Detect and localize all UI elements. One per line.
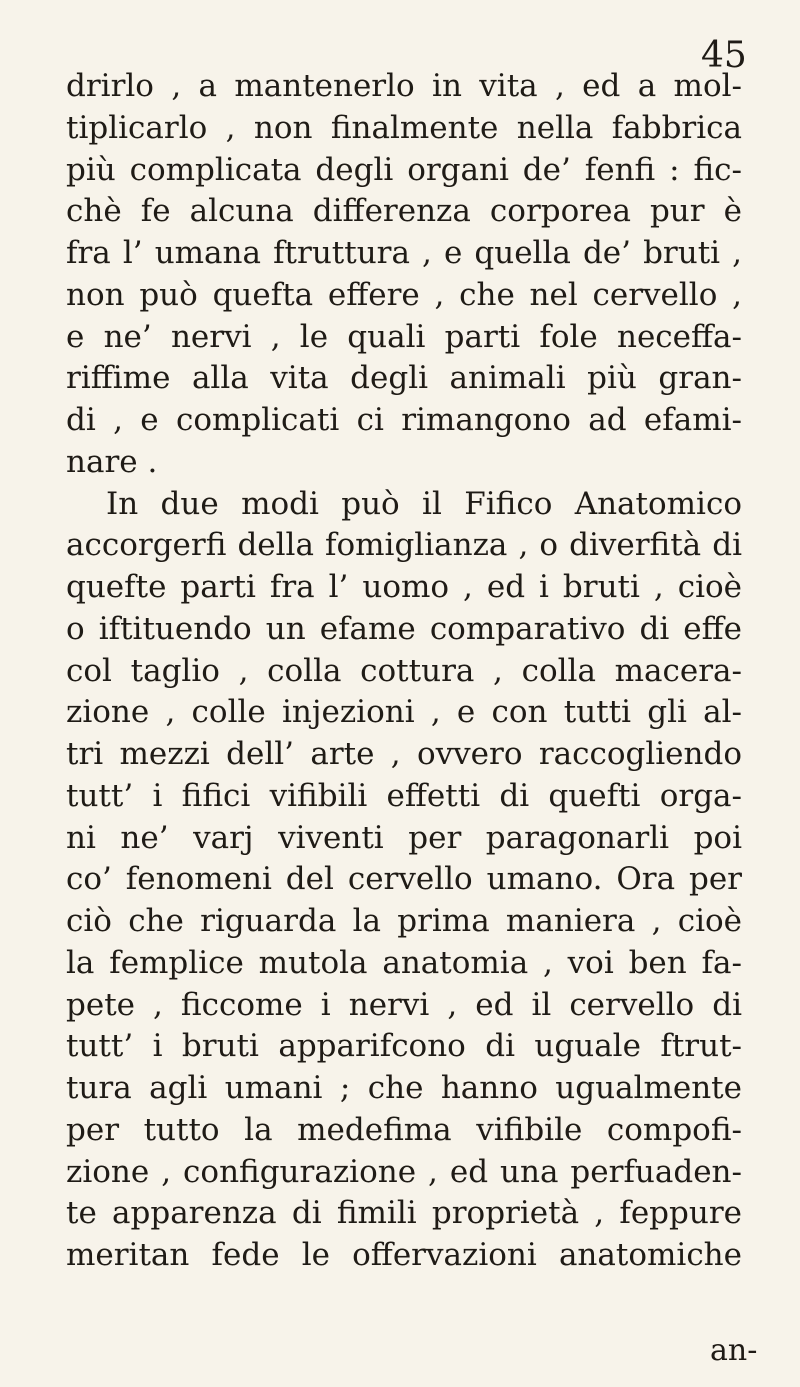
text-line: per tutto la medefima vifibile compofi-	[66, 1111, 742, 1148]
text-line: la femplice mutola anatomia , voi ben fa-	[66, 944, 742, 981]
text-line: col taglio , colla cottura , colla macera-	[66, 652, 742, 689]
text-line: o iftituendo un efame comparativo di effe	[66, 610, 742, 647]
text-line: tiplicarlo , non finalmente nella fabbrica	[66, 109, 742, 146]
page-number: 45	[701, 35, 747, 76]
text-line: zione , configurazione , ed una perfuaden-	[66, 1153, 742, 1190]
catchword: an-	[710, 1333, 758, 1368]
text-line: tura agli umani ; che hanno ugualmente	[66, 1070, 742, 1106]
text-line: drirlo , a mantenerlo in vita , ed a mol-	[66, 68, 742, 104]
text-line: più complicata degli organi de’ fenfi : fic-	[66, 151, 742, 188]
text-line: accorgerfi della fomiglianza , o diverfità di	[66, 527, 742, 564]
text-line: co’ fenomeni del cervello umano. Ora per	[66, 861, 742, 898]
paragraph-start-line: In due modi può il Fifico Anatomico	[106, 485, 742, 522]
text-line: quefte parti fra l’ uomo , ed i bruti , cioè	[66, 569, 742, 605]
text-line: pete , ficcome i nervi , ed il cervello di	[66, 986, 742, 1023]
text-line: ni ne’ varj viventi per paragonarli poi	[66, 819, 742, 856]
text-line: tutt’ i fifici vifibili effetti di quefti orga-	[66, 777, 742, 814]
text-line: riffime alla vita degli animali più gran-	[66, 360, 742, 397]
text-line: di , e complicati ci rimangono ad efami-	[66, 402, 742, 438]
text-line: meritan fede le offervazioni anatomiche	[66, 1237, 742, 1273]
text-line: chè fe alcuna differenza corporea pur è	[66, 193, 742, 230]
text-line: te apparenza di fimili proprietà , feppure	[66, 1195, 742, 1232]
text-line: zione , colle injezioni , e con tutti gli al-	[66, 694, 742, 731]
text-line: ciò che riguarda la prima maniera , cioè	[66, 903, 742, 939]
text-line: e ne’ nervi , le quali parti fole neceffa-	[66, 318, 742, 355]
text-line: tutt’ i bruti apparifcono di uguale ftrut-	[66, 1028, 742, 1065]
text-line: non può quefta effere , che nel cervello ,	[66, 276, 742, 313]
text-line: tri mezzi dell’ arte , ovvero raccogliendo	[66, 736, 742, 772]
body-text	[66, 66, 742, 1277]
text-line: nare .	[66, 443, 158, 480]
text-line: fra l’ umana ftruttura , e quella de’ bruti ,	[66, 235, 742, 271]
